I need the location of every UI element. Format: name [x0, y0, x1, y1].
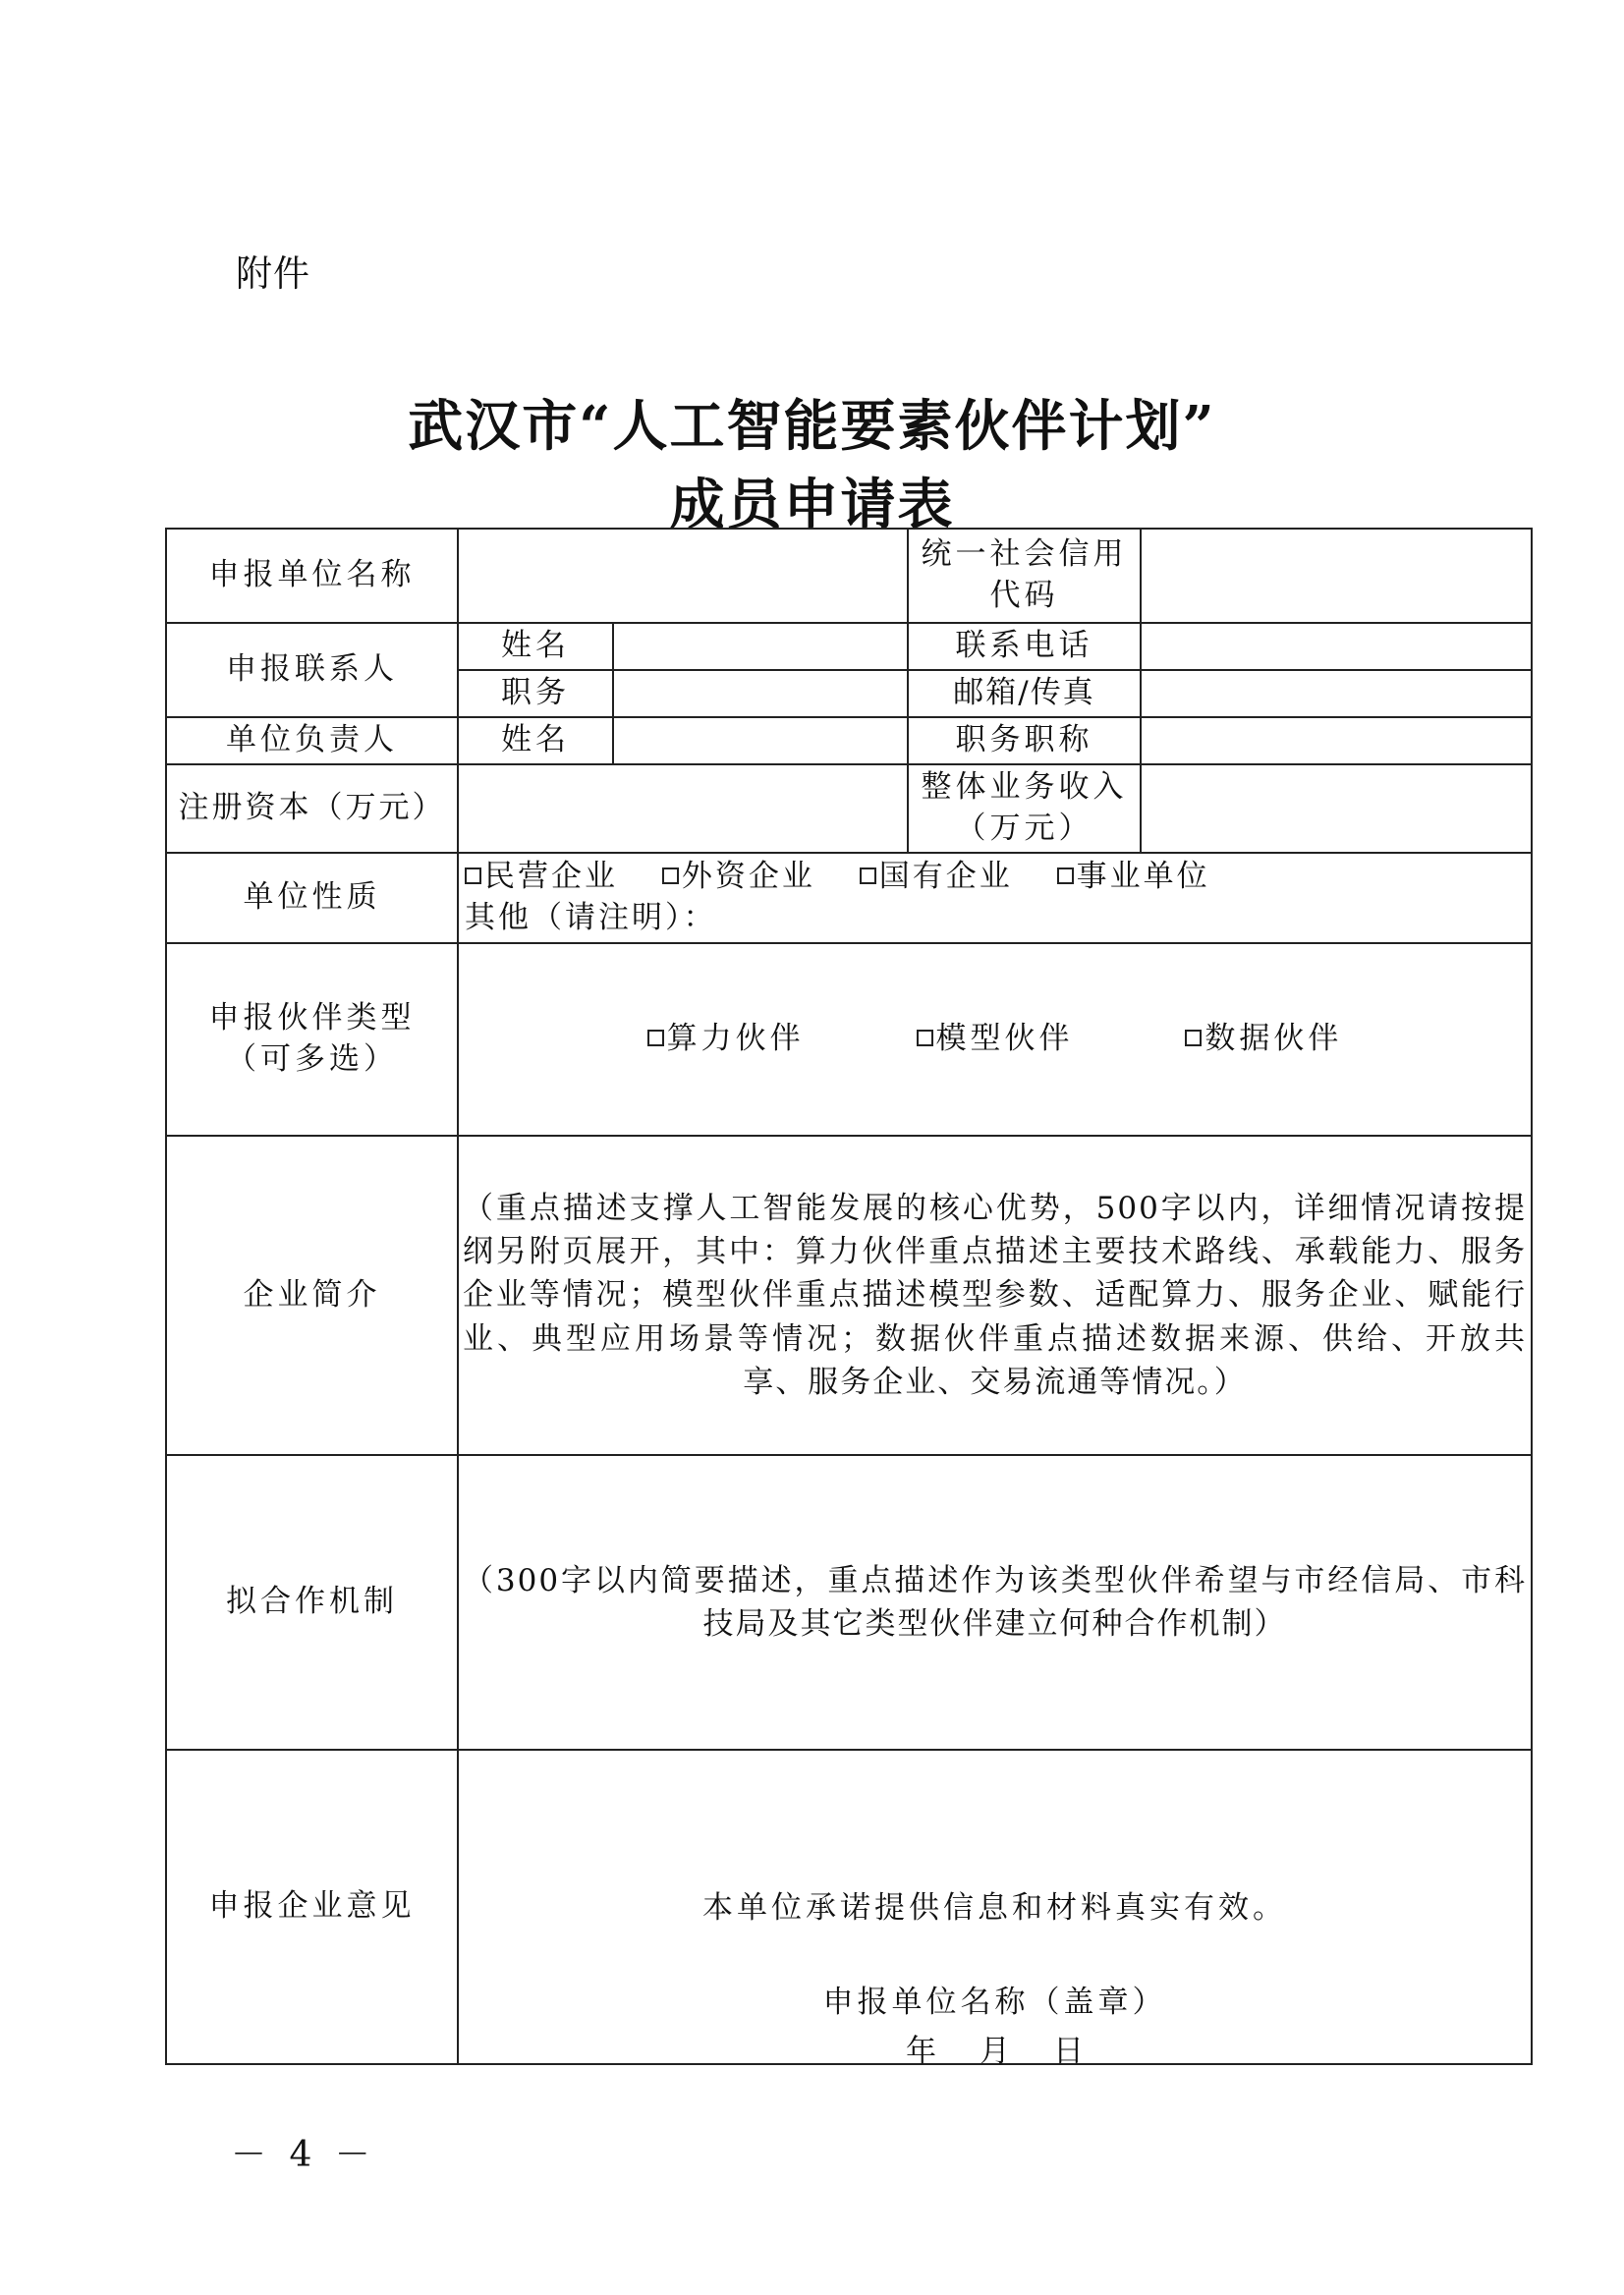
contact-name-label: 姓名 — [458, 623, 613, 670]
checkbox-icon[interactable] — [1185, 1030, 1202, 1046]
row-cooperation — [166, 1455, 1532, 1750]
row-org — [166, 529, 1532, 623]
partner-type-options — [458, 943, 1532, 1136]
revenue-label-line1: 整体业务收入 — [921, 769, 1128, 806]
org-name-field[interactable] — [458, 529, 908, 623]
nature-other-label: 其他（请注明）： — [465, 900, 717, 935]
partner-type-label-line1: 申报伙伴类型 — [208, 1000, 416, 1036]
company-profile-label: 企业简介 — [166, 1136, 458, 1455]
contact-email-field[interactable] — [1141, 670, 1532, 717]
page-number: － 4 － — [231, 2135, 376, 2175]
cooperation-hint: （300字以内简要描述，重点描述作为该类型伙伴希望与市经信局、市科技局及其它类型伙伴建立何种合作机制） — [463, 1562, 1527, 1642]
seal-signature-label: 申报单位名称（盖章） — [822, 1984, 1167, 2020]
date-day: 日 — [1053, 2033, 1084, 2069]
applicant-opinion-label: 申报企业意见 — [166, 1750, 458, 2064]
revenue-label — [908, 764, 1141, 853]
cooperation-field[interactable] — [458, 1455, 1532, 1750]
revenue-field[interactable] — [1141, 764, 1532, 853]
partner-option-model[interactable]: 模型伙伴 — [917, 1019, 1074, 1060]
partner-type-label — [166, 943, 458, 1136]
head-title-label: 职务职称 — [908, 717, 1141, 764]
form-title-line2: 成员申请表 — [669, 473, 955, 537]
org-name-label: 申报单位名称 — [166, 529, 458, 623]
application-form-table — [165, 528, 1533, 2069]
row-opinion — [166, 1750, 1532, 2064]
date-year: 年 — [906, 2033, 936, 2069]
contact-email-label: 邮箱/传真 — [908, 670, 1141, 717]
company-profile-hint: （重点描述支撑人工智能发展的核心优势，500字以内，详细情况请按提纲另附页展开，其中：算力伙伴重点描述主要技术路线、承载能力、服务企业等情况；模型伙伴重点描述模型参数、适配算力、服务企业、赋能行业、典型应用场景等情况；数据伙伴重点描述数据来源、供给、开放共享、服务企业、交易流通等情况。） — [463, 1191, 1527, 1400]
checkbox-icon[interactable] — [465, 868, 481, 884]
org-nature-label: 单位性质 — [166, 853, 458, 943]
row-head — [166, 717, 1532, 764]
row-capital — [166, 764, 1532, 853]
registered-capital-field[interactable] — [458, 764, 908, 853]
org-nature-options — [458, 853, 1532, 943]
contact-phone-field[interactable] — [1141, 623, 1532, 670]
checkbox-icon[interactable] — [860, 868, 876, 884]
contact-person-label: 申报联系人 — [166, 623, 458, 717]
head-title-field[interactable] — [1141, 717, 1532, 764]
credit-code-label — [908, 529, 1141, 623]
nature-option-state[interactable]: 国有企业 — [860, 857, 1013, 898]
company-profile-field[interactable] — [458, 1136, 1532, 1455]
checkbox-icon[interactable] — [662, 868, 679, 884]
revenue-label-line2: （万元） — [955, 811, 1093, 846]
applicant-opinion-field[interactable] — [458, 1750, 1532, 2069]
partner-type-label-line2: （可多选） — [226, 1041, 398, 1077]
row-profile — [166, 1136, 1532, 1455]
credit-code-label-text: 统一社会信用代码 — [921, 536, 1128, 613]
registered-capital-label: 注册资本（万元） — [166, 764, 458, 853]
partner-option-compute[interactable]: 算力伙伴 — [647, 1019, 805, 1060]
nature-option-public-institution[interactable]: 事业单位 — [1057, 857, 1210, 898]
date-month: 月 — [980, 2033, 1010, 2069]
checkbox-icon[interactable] — [1057, 868, 1074, 884]
row-partner-type — [166, 943, 1532, 1136]
nature-option-foreign[interactable]: 外资企业 — [662, 857, 815, 898]
attachment-label: 附件 — [236, 252, 310, 295]
form-title-line1: 武汉市“人工智能要素伙伴计划” — [408, 394, 1216, 459]
checkbox-icon[interactable] — [917, 1030, 933, 1046]
partner-option-data[interactable]: 数据伙伴 — [1185, 1019, 1342, 1060]
contact-name-field[interactable] — [613, 623, 908, 670]
contact-position-field[interactable] — [613, 670, 908, 717]
head-name-label: 姓名 — [458, 717, 613, 764]
credit-code-field[interactable] — [1141, 529, 1532, 623]
contact-phone-label: 联系电话 — [908, 623, 1141, 670]
promise-statement: 本单位承诺提供信息和材料真实有效。 — [702, 1890, 1287, 1926]
cooperation-label: 拟合作机制 — [166, 1455, 458, 1750]
contact-position-label: 职务 — [458, 670, 613, 717]
nature-option-private[interactable]: 民营企业 — [465, 857, 618, 898]
org-head-label: 单位负责人 — [166, 717, 458, 764]
head-name-field[interactable] — [613, 717, 908, 764]
row-contact-1 — [166, 623, 1532, 670]
date-line — [459, 2032, 1531, 2073]
row-nature — [166, 853, 1532, 943]
checkbox-icon[interactable] — [647, 1030, 664, 1046]
